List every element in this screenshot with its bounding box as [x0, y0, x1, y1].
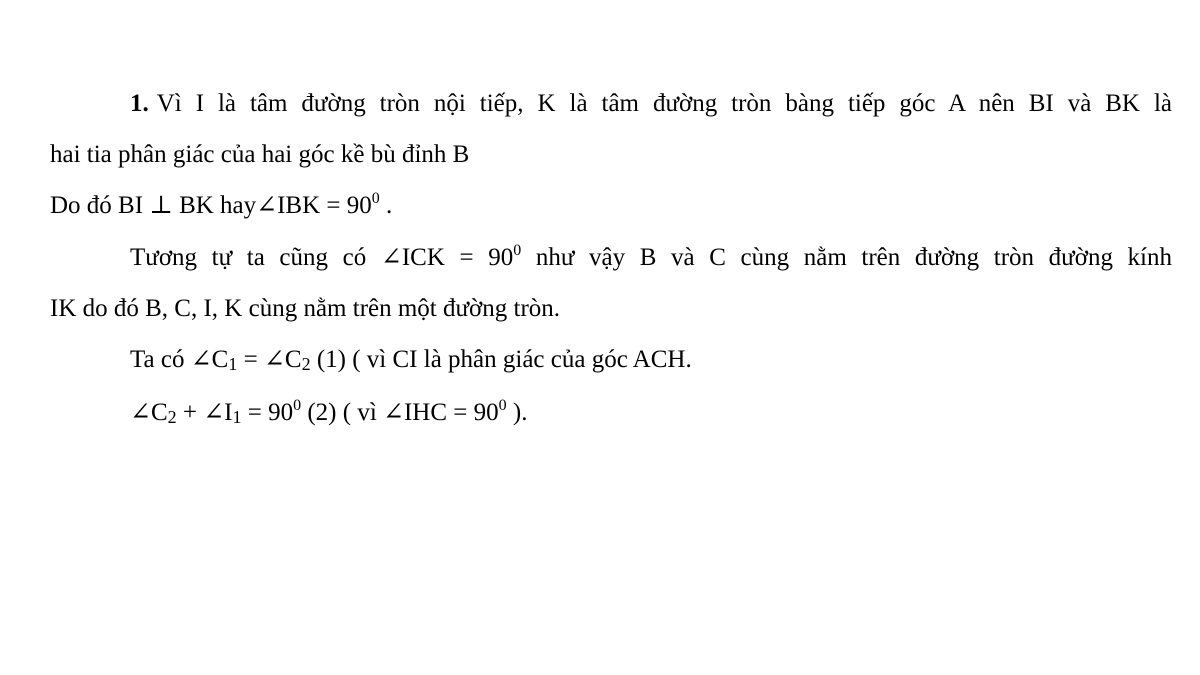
subscript: 1: [232, 407, 242, 427]
paragraph-1-text: Vì I là tâm đường tròn nội tiếp, K là tâm đường tròn bàng tiếp góc A nên BI và BK là: [156, 90, 1172, 117]
equation-line-1: Ta có $\angle C_1$ = $\angle C_2$ (1) ( vì CI là phân giác của góc ACH.: [130, 346, 692, 374]
subscript: 1: [228, 354, 238, 374]
conclusion-line: Do đó BI ⊥ BK hay∠IBK = $90^0$ .: [50, 190, 393, 219]
paragraph-1-continuation: hai tia phân giác của hai góc kề bù đỉnh B: [50, 141, 470, 168]
degree-superscript: 0: [498, 397, 507, 414]
equation-line-2: $\angle C_2$ + $\angle I_1 = 90^0$ (2) ( vì ∠IHC = $90^0$ ).: [130, 397, 528, 427]
paragraph-1-line-1: [130, 89, 1172, 119]
item-number: 1.: [130, 90, 149, 117]
paragraph-1-line-2: [50, 140, 469, 170]
paragraph-2-line-2: IK do đó B, C, I, K cùng nằm trên một đường tròn.: [50, 295, 561, 322]
degree-superscript: 0: [371, 190, 380, 207]
paragraph-2-line-1: Tương tự ta cũng có ∠ICK = $90^0$ như vậy B và C cùng nằm trên đường tròn đường kính: [130, 242, 1173, 271]
subscript: 2: [301, 354, 311, 374]
degree-superscript: 0: [513, 242, 522, 259]
subscript: 2: [167, 407, 177, 427]
degree-superscript: 0: [293, 397, 302, 414]
